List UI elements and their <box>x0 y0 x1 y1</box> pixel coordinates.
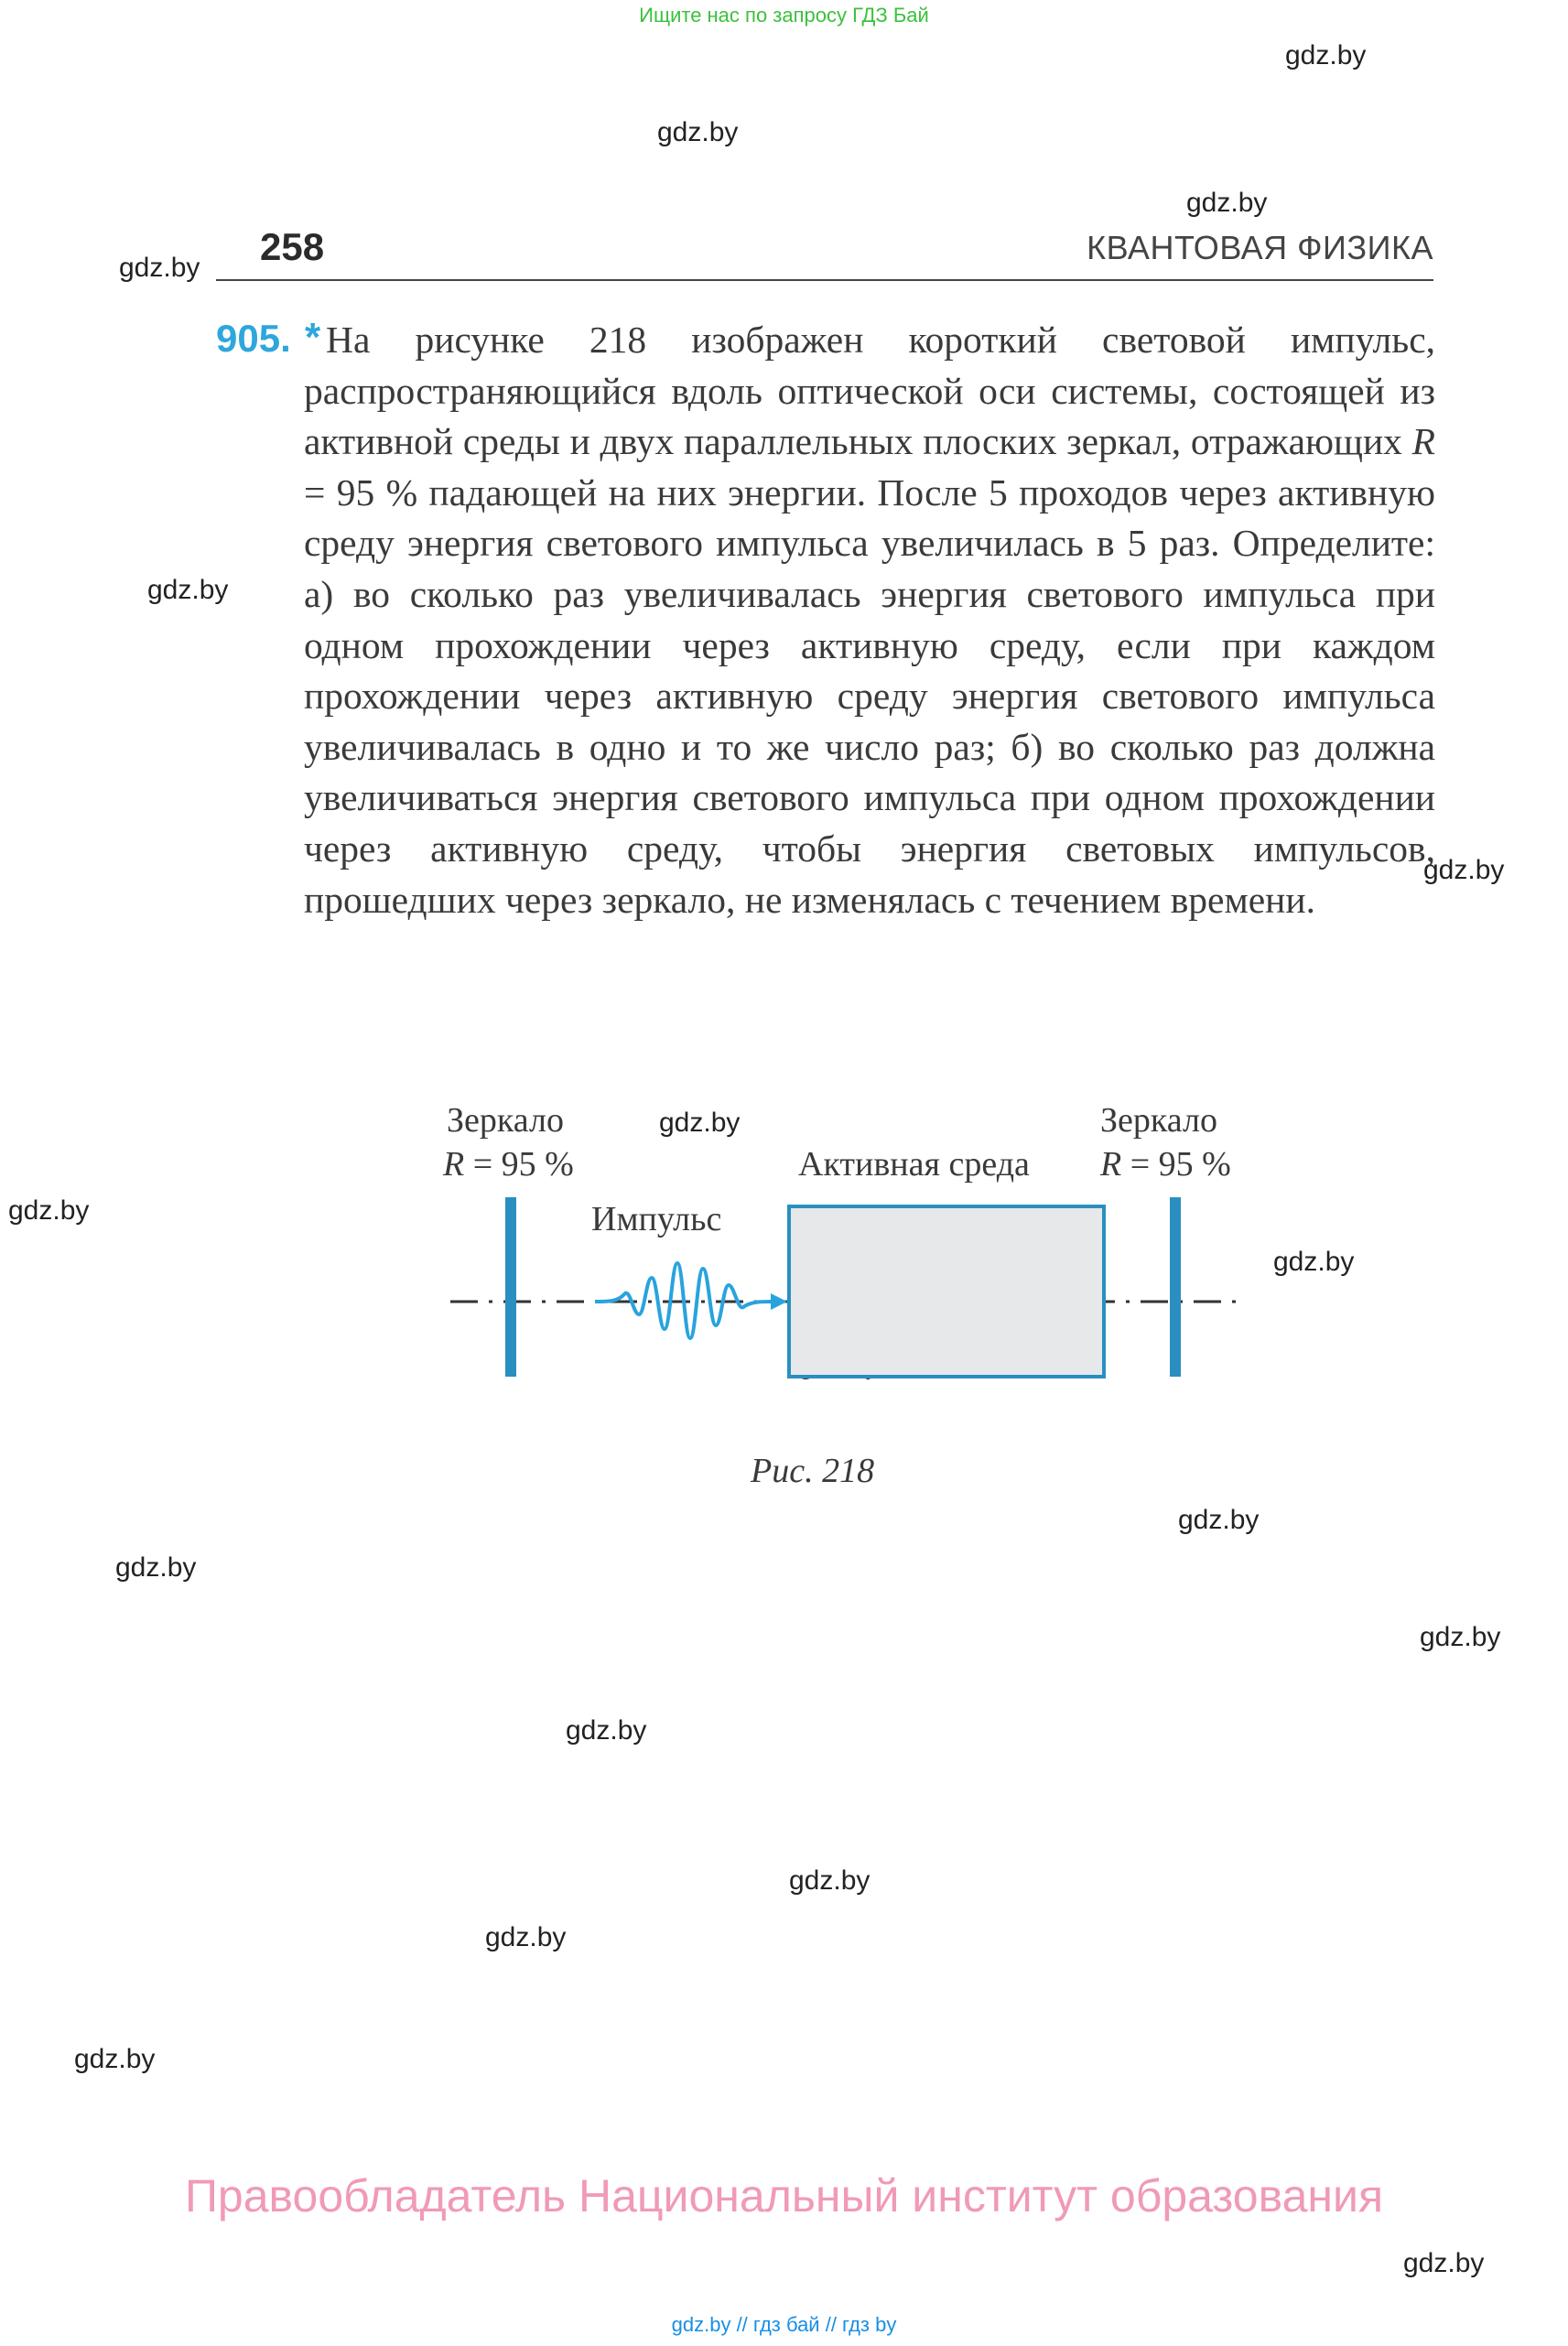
section-title: КВАНТОВАЯ ФИЗИКА <box>1087 229 1433 266</box>
difficulty-star-icon: * <box>305 315 321 360</box>
watermark: gdz.by <box>1403 2248 1485 2278</box>
problem-number: 905. <box>216 317 291 360</box>
copyright-notice: Правообладатель Национальный институт образования <box>184 2170 1384 2222</box>
page-number: 258 <box>260 225 325 268</box>
header-rule <box>216 279 1433 281</box>
left-mirror <box>505 1197 516 1377</box>
pulse-arrow-icon <box>771 1293 787 1310</box>
top-banner: Ищите нас по запросу ГДЗ Бай <box>639 4 929 27</box>
figure-218 <box>430 1098 1272 1465</box>
active-medium-label: Активная среда <box>798 1145 1030 1184</box>
watermark: gdz.by <box>1420 1622 1501 1652</box>
problem-text <box>304 315 1435 925</box>
right-mirror-label: Зеркало <box>1100 1101 1217 1140</box>
watermark: gdz.by <box>1178 1505 1260 1535</box>
left-mirror-reflectance: R = 95 % <box>443 1145 574 1184</box>
watermark: gdz.by <box>1273 1247 1355 1277</box>
watermark: gdz.by <box>659 1108 741 1138</box>
problem-text-part1: На рисунке 218 изображен короткий световой импульс, распространяющийся вдоль оптической оси системы, состоящей из активной среды и двух параллельных плоских зеркал, отражающих <box>304 319 1435 463</box>
watermark: gdz.by <box>119 253 200 283</box>
watermark: gdz.by <box>485 1922 567 1952</box>
left-mirror-label: Зеркало <box>447 1101 564 1140</box>
pulse-label: Импульс <box>591 1200 722 1238</box>
watermark: gdz.by <box>8 1195 90 1226</box>
watermark: gdz.by <box>789 1865 871 1896</box>
watermark: gdz.by <box>115 1552 197 1583</box>
watermark: gdz.by <box>147 575 229 605</box>
footer-links[interactable]: gdz.by // гдз бай // гдз by <box>671 2313 897 2336</box>
problem-r-symbol: R <box>1411 420 1435 463</box>
watermark: gdz.by <box>1186 188 1268 218</box>
watermark: gdz.by <box>1423 855 1505 885</box>
right-mirror <box>1170 1197 1181 1377</box>
watermark: gdz.by <box>657 117 739 147</box>
watermark: gdz.by <box>74 2044 156 2074</box>
watermark: gdz.by <box>566 1715 647 1746</box>
figure-caption: Рис. 218 <box>751 1452 875 1490</box>
watermark: gdz.by <box>1285 40 1367 70</box>
active-medium-box <box>789 1206 1104 1377</box>
right-mirror-reflectance: R = 95 % <box>1100 1145 1231 1184</box>
problem-text-part2: = 95 % падающей на них энергии. После 5 проходов через активную среду энергия светового импульса увеличилась в 5 раз. Определите: а) во сколько раз увеличивалась энергия светового импульса при одном прохождении через активную среду, если при каждом прохождении через активную среду энергия светового импульса увеличивалась в одно и то же число раз; б) во сколько раз должна увеличиваться энергия светового импульса при одном прохождении через активную среду, чтобы энергия световых импульсов, прошедших через зеркало, не изменялась с течением времени. <box>304 470 1435 921</box>
